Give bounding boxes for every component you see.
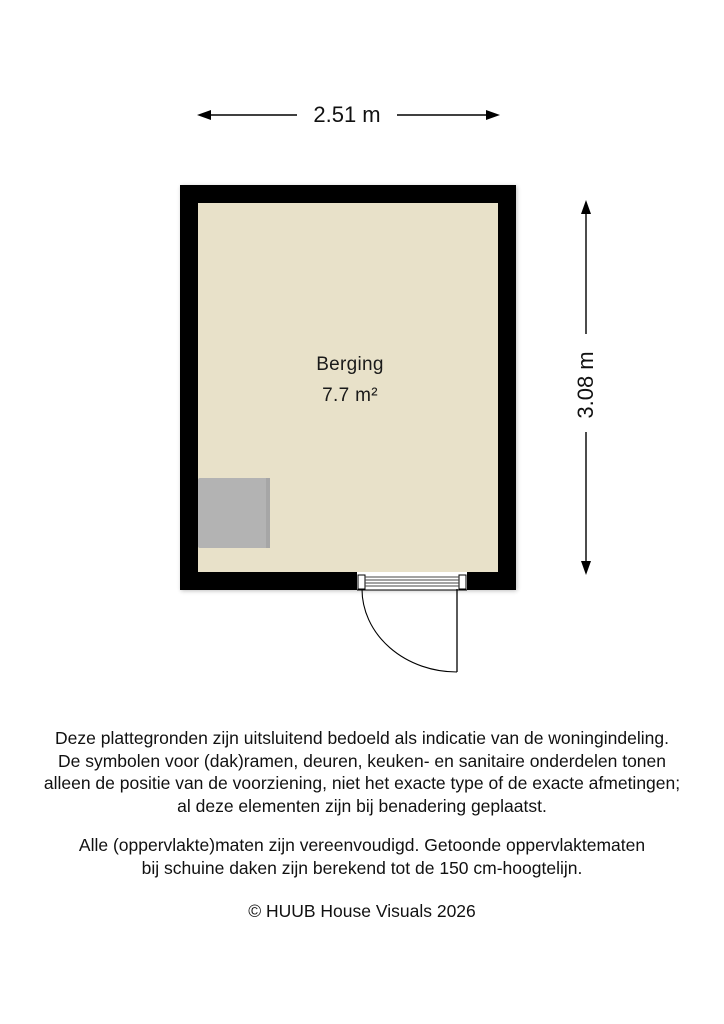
- disclaimer-line: Alle (oppervlakte)maten zijn vereenvoudigd. Getoonde oppervlaktematen: [78, 835, 646, 855]
- room-area: 7.7 m²: [322, 385, 378, 406]
- disclaimer-line: bij schuine daken zijn berekend tot de 150 cm-hoogtelijn.: [141, 857, 583, 878]
- door-swing-arc: [362, 589, 457, 672]
- copyright-notice: [0, 900, 724, 923]
- width-dimension-label: 2.51 m: [297, 102, 397, 128]
- arrow-left-icon: [197, 110, 211, 120]
- disclaimer-line: al deze elementen zijn bij benadering geplaatst.: [177, 795, 547, 816]
- room-name: Berging: [316, 354, 384, 375]
- storage-fixture: [198, 478, 270, 548]
- disclaimer-line: alleen de positie van de voorziening, niet het exacte type of de exacte afmetingen;: [43, 773, 681, 793]
- disclaimer-line: Deze plattegronden zijn uitsluitend bedoeld als indicatie van de woningindeling.: [55, 728, 669, 748]
- disclaimer-line: De symbolen voor (dak)ramen, deuren, keuken- en sanitaire onderdelen tonen: [58, 750, 666, 771]
- arrow-right-icon: [486, 110, 500, 120]
- arrow-up-icon: [581, 200, 591, 214]
- disclaimer-paragraph-2: [0, 834, 724, 879]
- arrow-down-icon: [581, 561, 591, 575]
- disclaimer-paragraph-1: [0, 727, 724, 817]
- copyright-text: © HUUB House Visuals 2026: [248, 901, 476, 921]
- door: [357, 572, 467, 672]
- height-dimension-label: 3.08 m: [573, 351, 598, 419]
